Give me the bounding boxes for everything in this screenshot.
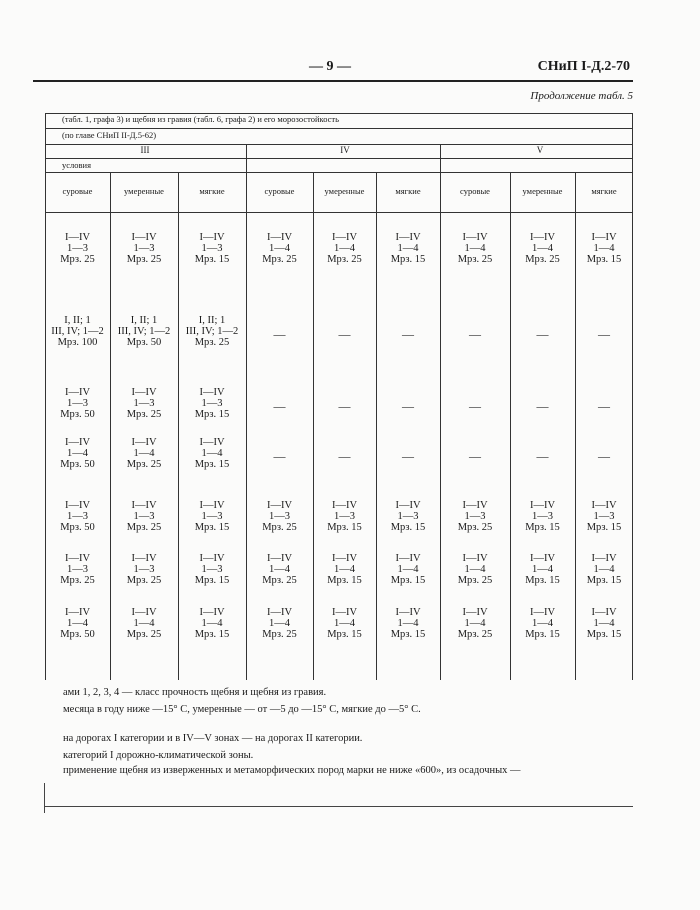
cell-line: I—IV <box>131 607 157 618</box>
cell-line: Мрз. 15 <box>390 254 426 265</box>
table-cell-empty: — <box>338 327 351 341</box>
cell-line: 1—4 <box>532 243 553 254</box>
table-cell <box>376 553 440 586</box>
cell-line: I—IV <box>131 500 157 511</box>
table-rule <box>45 158 633 159</box>
cell-line: Мрз. 50 <box>126 337 162 348</box>
table-cell-empty: — <box>598 327 610 341</box>
table-cell <box>45 387 110 420</box>
cell-line: Мрз. 15 <box>586 629 622 640</box>
table-cell <box>110 437 178 470</box>
cell-line: I—IV <box>64 553 91 564</box>
cell-line: 1—3 <box>133 564 155 575</box>
cell-line: Мрз. 25 <box>262 575 297 586</box>
cell-line: Мрз. 15 <box>194 629 230 640</box>
cell-line: 1—4 <box>269 243 290 254</box>
cell-line: Мрз. 15 <box>194 409 230 420</box>
table-cell-empty: — <box>402 327 414 341</box>
table-cell <box>575 500 633 533</box>
table-cell <box>110 232 178 265</box>
table-cell <box>376 500 440 533</box>
group-divider <box>246 144 247 172</box>
cell-line: 1—4 <box>201 618 223 629</box>
cell-line: I—IV <box>199 437 225 448</box>
table-cell <box>510 232 575 265</box>
cell-line: Мрз. 15 <box>586 254 622 265</box>
table-cell <box>110 500 178 533</box>
column-header: умеренные <box>522 186 563 196</box>
cell-line: 1—3 <box>67 564 88 575</box>
note-line: на дорогах I категории и в IV—V зонах — на дорогах II категории. <box>63 733 363 744</box>
table-cell <box>45 607 110 640</box>
cell-line: Мрз. 25 <box>126 459 162 470</box>
cell-line: I—IV <box>64 387 91 398</box>
table-cell <box>110 553 178 586</box>
cell-line: 1—3 <box>133 511 155 522</box>
table-cell <box>110 387 178 420</box>
cell-line: Мрз. 50 <box>60 459 95 470</box>
cell-line: I—IV <box>131 232 157 243</box>
cell-line: 1—3 <box>464 511 486 522</box>
cell-line: I—IV <box>331 500 358 511</box>
table-cell <box>313 607 376 640</box>
cell-line: I—IV <box>199 387 225 398</box>
cell-line: Мрз. 50 <box>60 409 95 420</box>
cell-line: 1—4 <box>532 564 553 575</box>
cell-line: 1—3 <box>269 511 290 522</box>
note-line: месяца в году ниже —15° С, умеренные — от —5 до —15° С, мягкие до —5° С. <box>63 704 421 715</box>
cell-line: Мрз. 15 <box>327 522 362 533</box>
cell-line: Мрз. 15 <box>194 459 230 470</box>
cell-line: 1—4 <box>334 564 355 575</box>
table-cell-empty: — <box>536 327 549 341</box>
bottom-rule <box>44 806 633 807</box>
cell-line: Мрз. 25 <box>457 629 493 640</box>
cell-line: I—IV <box>462 553 488 564</box>
cell-line: Мрз. 25 <box>457 254 493 265</box>
cell-line: 1—4 <box>334 243 355 254</box>
table-cell <box>440 232 510 265</box>
cell-line: 1—3 <box>593 511 615 522</box>
cell-line: Мрз. 15 <box>586 522 622 533</box>
table-cell <box>313 232 376 265</box>
cell-line: Мрз. 15 <box>194 254 230 265</box>
cell-line: I—IV <box>591 607 617 618</box>
cell-line: I—IV <box>331 607 358 618</box>
cell-line: III, IV; 1—2 <box>185 326 239 337</box>
table-cell <box>510 500 575 533</box>
cell-line: 1—4 <box>133 448 155 459</box>
cell-line: I—IV <box>395 553 421 564</box>
cell-line: Мрз. 25 <box>126 409 162 420</box>
table-cell-empty: — <box>402 449 414 463</box>
cell-line: Мрз. 15 <box>327 575 362 586</box>
cell-line: I—IV <box>591 232 617 243</box>
table-cell <box>440 500 510 533</box>
cell-line: I—IV <box>64 232 91 243</box>
column-header: умеренные <box>124 186 164 196</box>
table-cell <box>45 315 110 348</box>
table-cell-empty: — <box>338 399 351 413</box>
cell-line: I—IV <box>462 232 488 243</box>
cell-line: 1—4 <box>201 448 223 459</box>
table-cell-empty: — <box>469 449 481 463</box>
table-cell <box>376 232 440 265</box>
cell-line: 1—4 <box>397 243 419 254</box>
table-cell <box>110 607 178 640</box>
table-cell <box>440 553 510 586</box>
cell-line: Мрз. 25 <box>126 575 162 586</box>
cell-line: I—IV <box>131 553 157 564</box>
cell-line: 1—3 <box>133 243 155 254</box>
cell-line: I—IV <box>529 607 556 618</box>
column-header: суровые <box>264 186 295 196</box>
cell-line: Мрз. 15 <box>390 522 426 533</box>
table-cell <box>178 500 246 533</box>
table-cell <box>246 232 313 265</box>
cell-line: Мрз. 25 <box>126 629 162 640</box>
zone-group-label: V <box>536 145 544 155</box>
cell-line: Мрз. 25 <box>525 254 560 265</box>
cell-line: I—IV <box>266 232 293 243</box>
cell-line: 1—4 <box>334 618 355 629</box>
cell-line: I, II; 1 <box>64 315 91 326</box>
cell-line: Мрз. 25 <box>457 575 493 586</box>
cell-line: I—IV <box>529 232 556 243</box>
group-divider <box>440 144 441 172</box>
table-cell <box>510 553 575 586</box>
cell-line: Мрз. 15 <box>194 575 230 586</box>
cell-line: 1—3 <box>532 511 553 522</box>
table-cell-empty: — <box>536 449 549 463</box>
table-cell <box>575 232 633 265</box>
table-cell-empty: — <box>273 449 286 463</box>
table-cell-empty: — <box>273 327 286 341</box>
cell-line: I—IV <box>131 387 157 398</box>
cell-line: Мрз. 25 <box>126 522 162 533</box>
cell-line: III, IV; 1—2 <box>51 326 104 337</box>
left-margin-rule <box>44 783 45 813</box>
cell-line: I, II; 1 <box>198 315 226 326</box>
cell-line: 1—3 <box>397 511 419 522</box>
zone-group-label: IV <box>340 145 350 155</box>
table-cell-empty: — <box>536 399 549 413</box>
cell-line: I—IV <box>64 607 91 618</box>
table-continuation-label: Продолжение табл. 5 <box>530 90 633 102</box>
table-caption-2: (по главе СНиП II-Д.5-62) <box>62 130 157 140</box>
document-code: СНиП I-Д.2-70 <box>537 59 630 74</box>
cell-line: I—IV <box>529 553 556 564</box>
cell-line: I—IV <box>266 553 293 564</box>
cell-line: I—IV <box>266 500 293 511</box>
cell-line: I—IV <box>529 500 556 511</box>
cell-line: 1—4 <box>464 564 486 575</box>
header-rule <box>33 80 633 82</box>
cell-line: 1—4 <box>133 618 155 629</box>
cell-line: 1—4 <box>593 243 615 254</box>
zone-group-label: III <box>140 145 150 155</box>
cell-line: 1—3 <box>201 511 223 522</box>
cell-line: I—IV <box>199 607 225 618</box>
cell-line: Мрз. 50 <box>60 629 95 640</box>
cell-line: 1—3 <box>201 398 223 409</box>
cell-line: 1—3 <box>67 398 88 409</box>
table-cell <box>575 553 633 586</box>
table-cell <box>178 315 246 348</box>
column-header: мягкие <box>199 186 225 196</box>
cell-line: I—IV <box>64 437 91 448</box>
cell-line: 1—4 <box>593 564 615 575</box>
table-cell <box>178 553 246 586</box>
cell-line: Мрз. 25 <box>126 254 162 265</box>
table-cell <box>45 232 110 265</box>
table-cell <box>45 437 110 470</box>
table-cell <box>110 315 178 348</box>
table-cell <box>246 553 313 586</box>
cell-line: I—IV <box>266 607 293 618</box>
table-cell <box>575 607 633 640</box>
cell-line: I—IV <box>395 500 421 511</box>
cell-line: Мрз. 15 <box>390 629 426 640</box>
cell-line: I—IV <box>199 553 225 564</box>
cell-line: 1—4 <box>397 618 419 629</box>
cell-line: I—IV <box>64 500 91 511</box>
cell-line: I—IV <box>199 500 225 511</box>
table-cell <box>178 437 246 470</box>
table-cell <box>440 607 510 640</box>
note-line: категорий I дорожно-климатической зоны. <box>63 750 254 761</box>
cell-line: 1—3 <box>334 511 355 522</box>
table-cell <box>246 607 313 640</box>
cell-line: 1—4 <box>269 564 290 575</box>
note-line: применение щебня из изверженных и метаморфических пород марки не ниже «600», из осадочных — <box>63 765 521 776</box>
table-cell <box>510 607 575 640</box>
cell-line: Мрз. 25 <box>262 522 297 533</box>
table-cell-empty: — <box>469 399 481 413</box>
cell-line: I—IV <box>591 500 617 511</box>
column-header: мягкие <box>395 186 421 196</box>
cell-line: 1—4 <box>67 618 88 629</box>
cell-line: 1—3 <box>133 398 155 409</box>
table-rule <box>45 128 633 129</box>
cell-line: 1—4 <box>269 618 290 629</box>
cell-line: I—IV <box>331 232 358 243</box>
table-cell-empty: — <box>598 399 610 413</box>
column-header: суровые <box>62 186 93 196</box>
table-cell-empty: — <box>598 449 610 463</box>
table-cell <box>178 607 246 640</box>
table-cell <box>376 607 440 640</box>
cell-line: I—IV <box>199 232 225 243</box>
conditions-label: условия <box>62 160 91 170</box>
cell-line: I—IV <box>395 232 421 243</box>
page-number: — 9 — <box>309 59 351 74</box>
cell-line: 1—4 <box>464 243 486 254</box>
cell-line: 1—3 <box>201 564 223 575</box>
cell-line: Мрз. 15 <box>390 575 426 586</box>
table-cell-empty: — <box>469 327 481 341</box>
table-rule <box>45 212 633 213</box>
cell-line: I—IV <box>331 553 358 564</box>
table-cell <box>45 553 110 586</box>
cell-line: Мрз. 15 <box>327 629 362 640</box>
cell-line: 1—4 <box>593 618 615 629</box>
cell-line: Мрз. 25 <box>60 254 95 265</box>
cell-line: 1—4 <box>464 618 486 629</box>
cell-line: 1—3 <box>201 243 223 254</box>
note-line: ами 1, 2, 3, 4 — класс прочность щебня и щебня из гравия. <box>63 687 327 698</box>
cell-line: Мрз. 15 <box>525 575 560 586</box>
column-header: мягкие <box>591 186 617 196</box>
table-border-right <box>632 113 633 680</box>
cell-line: Мрз. 15 <box>525 522 560 533</box>
cell-line: Мрз. 25 <box>262 254 297 265</box>
table-cell <box>178 232 246 265</box>
column-header: суровые <box>460 186 490 196</box>
cell-line: Мрз. 25 <box>262 629 297 640</box>
column-header: умеренные <box>324 186 365 196</box>
table-rule <box>45 172 633 173</box>
cell-line: I—IV <box>591 553 617 564</box>
cell-line: 1—3 <box>67 243 88 254</box>
cell-line: Мрз. 15 <box>194 522 230 533</box>
table-cell <box>313 500 376 533</box>
cell-line: 1—4 <box>67 448 88 459</box>
table-cell-empty: — <box>338 449 351 463</box>
cell-line: I, II; 1 <box>130 315 158 326</box>
cell-line: Мрз. 25 <box>60 575 95 586</box>
cell-line: 1—4 <box>397 564 419 575</box>
cell-line: I—IV <box>131 437 157 448</box>
table-caption: (табл. 1, графа 3) и щебня из гравия (табл. 6, графа 2) и его морозостойкость <box>62 114 340 124</box>
cell-line: Мрз. 100 <box>57 337 98 348</box>
cell-line: III, IV; 1—2 <box>117 326 171 337</box>
cell-line: 1—3 <box>67 511 88 522</box>
cell-line: 1—4 <box>532 618 553 629</box>
cell-line: I—IV <box>462 607 488 618</box>
table-cell-empty: — <box>402 399 414 413</box>
table-cell <box>178 387 246 420</box>
cell-line: Мрз. 15 <box>525 629 560 640</box>
cell-line: Мрз. 25 <box>327 254 362 265</box>
table-cell-empty: — <box>273 399 286 413</box>
cell-line: Мрз. 50 <box>60 522 95 533</box>
table-cell <box>313 553 376 586</box>
table-cell <box>45 500 110 533</box>
cell-line: Мрз. 25 <box>194 337 230 348</box>
cell-line: I—IV <box>395 607 421 618</box>
cell-line: Мрз. 25 <box>457 522 493 533</box>
table-cell <box>246 500 313 533</box>
cell-line: I—IV <box>462 500 488 511</box>
cell-line: Мрз. 15 <box>586 575 622 586</box>
